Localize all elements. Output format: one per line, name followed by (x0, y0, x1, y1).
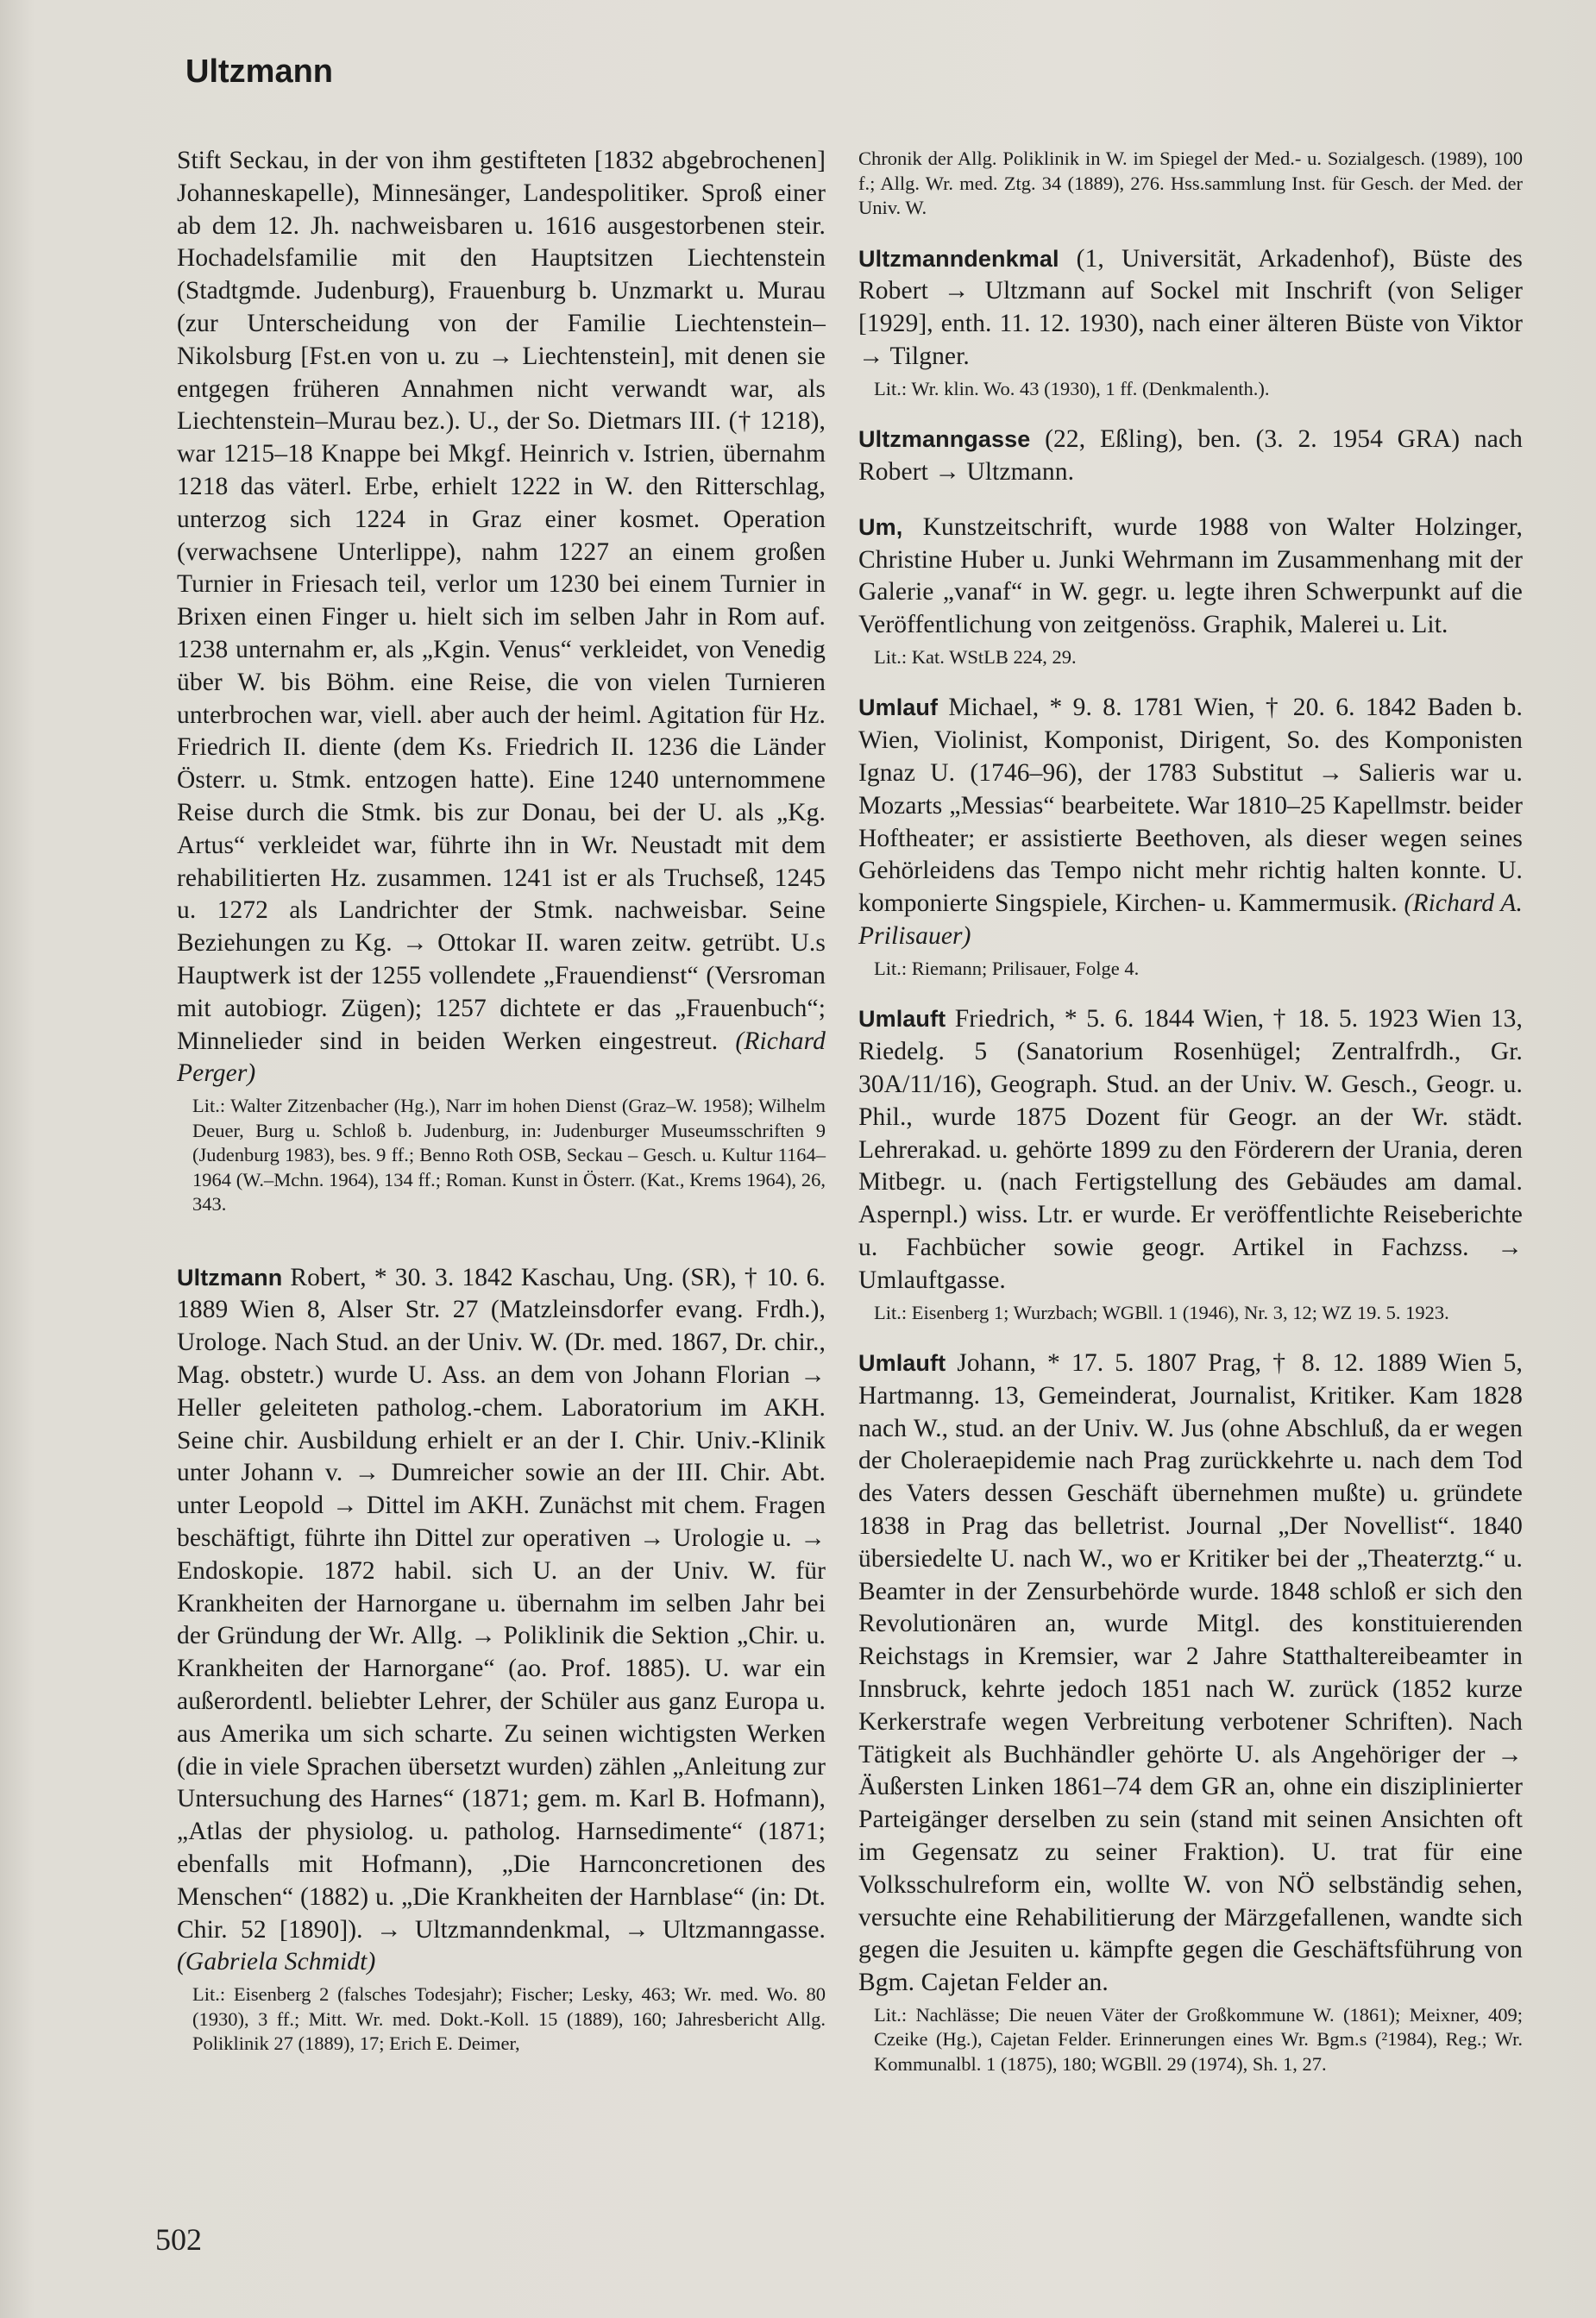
entry-denkmal-text (858, 243, 1523, 374)
entry-umlauft2-text (858, 1347, 1523, 2000)
entry-ultzmanngasse (858, 424, 1523, 489)
um-lit-text: Kat. WStLB 224, 29. (911, 645, 1077, 668)
lit-label: Lit.: (192, 1095, 226, 1117)
entry-ultzmann-text (177, 1262, 826, 1980)
continuation-lit-text: Walter Zitzenbacher (Hg.), Narr im hohen Dienst (Graz–W. 1958); Wilhelm Deuer, Burg u. Schloß b. Judenburg, in: Judenburger Museumsschriften 9 (Judenburg 1983), bes. 9 ff.; Benno Roth OSB, Seckau – Gesch. u. Kultur 1164–1964 (W.–Mchn. 1964), 134 ff.; Roman. Kunst in Österr. (Kat., Krems 1964), 26, 343. (192, 1095, 826, 1216)
umlauf-literature (858, 957, 1523, 982)
umlauft1-lit-text: Eisenberg 1; Wurzbach; WGBll. 1 (1946), Nr. 3, 12; WZ 19. 5. 1923. (911, 1301, 1449, 1323)
entry-gasse-text (858, 424, 1523, 489)
umlauf-author: (Richard A. Prilisauer) (858, 889, 1523, 951)
entry-ultzmann (177, 1262, 826, 2057)
entry-umlauft-johann (858, 1347, 1523, 2076)
ultzmann-literature-cont: Chronik der Allg. Poliklinik in W. im Spiegel der Med.- u. Sozialgesch. (1989), 100 f.; Allg. Wr. med. Ztg. 34 (1889), 276. Hss.sammlung Inst. für Gesch. der Med. der Univ. W. (858, 148, 1523, 218)
lit-label: Lit.: (874, 957, 908, 979)
entry-keyword: Ultzmann (177, 1264, 283, 1291)
entry-umlauf-text (858, 692, 1523, 952)
entry-continuation-text (177, 145, 826, 1090)
um-literature (858, 645, 1523, 670)
umlauft2-literature (858, 2003, 1523, 2077)
continuation-text: Stift Seckau, in der von ihm gestifteten [1832 abgebrochenen] Johanneskapelle), Minnesänger, Landespolitiker. Sproß einer ab dem 12. Jh. nachweisbaren u. 1616 ausgestorbenen steir. Hochadelsfamilie mit den Hauptsitzen Liechtenstein (Stadtgmde. Judenburg), Frauenburg b. Unzmarkt u. Murau (zur Unterscheidung von der Familie Liechtenstein–Nikolsburg [Fst.en von u. zu → Liechtenstein], mit denen sie entgegen früheren Annahmen nicht verwandt war, als Liechtenstein–Murau bez.). U., der So. Dietmars III. († 1218), war 1215–18 Knappe bei Mkgf. Heinrich v. Istrien, übernahm 1218 das väterl. Erbe, erhielt 1222 in W. den Ritterschlag, unterzog sich 1224 in Graz einer kosmet. Operation (verwachsene Unterlippe), nahm 1227 an einem großen Turnier in Friesach teil, verlor um 1230 bei einem Turnier in Brixen einen Finger u. hielt sich im selben Jahr in Rom auf. 1238 unternahm er, als „Kgin. Venus“ verkleidet, von Venedig über W. bis Böhm. eine Reise, die von vielen Turnieren unterbrochen war, viell. aber auch der heiml. Agitation für Hz. Friedrich II. diente (dem Ks. Friedrich II. 1236 die Länder Österr. u. Stmk. entzogen hatte). Eine 1240 unternommene Reise durch die Stmk. bis zur Donau, bei der U. als „Kg. Artus“ verkleidet war, führte ihn in Wr. Neustadt mit dem rehabilitierten Hz. zusammen. 1241 ist er als Truchseß, 1245 u. 1272 als Landrichter der Stmk. nachweisbar. Seine Beziehungen zu Kg. → Ottokar II. waren zeitw. getrübt. U.s Hauptwerk ist der 1255 vollendete „Frauendienst“ (Versroman mit autobiogr. Zügen); 1257 dichtete er das „Frauenbuch“; Minnelieder sind in beiden Werken eingestreut. (177, 147, 826, 1055)
lit-label: Lit.: (874, 377, 908, 399)
entry-keyword: Umlauf (858, 694, 939, 721)
entry-keyword: Um, (858, 513, 903, 540)
entry-umlauft-friedrich (858, 1003, 1523, 1325)
denkmal-literature (858, 377, 1523, 402)
left-column (177, 145, 826, 2057)
entry-um-text (858, 512, 1523, 642)
running-header: Ultzmann (185, 53, 333, 90)
ultzmann-author: (Gabriela Schmidt) (177, 1948, 376, 1976)
ultzmann-literature (177, 1982, 826, 2057)
lit-label: Lit.: (192, 1983, 226, 2006)
denkmal-body: (1, Universität, Arkadenhof), Büste des Robert → Ultzmann auf Sockel mit Inschrift (von Seliger [1929], enth. 11. 12. 1930), nach einer älteren Büste von Viktor → Tilgner. (858, 244, 1523, 370)
umlauft1-body: Friedrich, * 5. 6. 1844 Wien, † 18. 5. 1923 Wien 13, Riedelg. 5 (Sanatorium Rosenhügel; Zentralfrdh., Gr. 30A/11/16), Geograph. Stud. an der Univ. W. Gesch., Geogr. u. Phil., wurde 1875 Dozent für Geogr. an der Wr. städt. Lehrerakad. u. gehörte 1899 zu den Förderern der Urania, deren Mitbegr. u. (nach Fertigstellung des Gebäudes am damal. Aspernpl.) wiss. Ltr. er wurde. Er veröffentlichte Reiseberichte u. Fachbücher sowie geogr. Artikel in Fachzss. → Umlauftgasse. (858, 1005, 1524, 1294)
entry-umlauft1-text (858, 1003, 1523, 1297)
entry-um (858, 512, 1523, 670)
umlauft1-literature (858, 1301, 1523, 1326)
denkmal-lit-text: Wr. klin. Wo. 43 (1930), 1 ff. (Denkmalenth.). (911, 377, 1270, 399)
umlauf-lit-text: Riemann; Prilisauer, Folge 4. (911, 957, 1140, 979)
entry-keyword: Ultzmanndenkmal (858, 245, 1059, 272)
ultzmann-lit-text: Eisenberg 2 (falsches Todesjahr); Fischer; Lesky, 463; Wr. med. Wo. 80 (1930), 3 ff.; Mitt. Wr. med. Dokt.-Koll. 15 (1889), 160; Jahresbericht Allg. Poliklinik 27 (1889), 17; Erich E. Deimer, (192, 1983, 826, 2055)
ultzmann-body: Robert, * 30. 3. 1842 Kaschau, Ung. (SR), † 10. 6. 1889 Wien 8, Alser Str. 27 (Matzleinsdorfer evang. Frdh.), Urologe. Nach Stud. an der Univ. W. (Dr. med. 1867, Dr. chir., Mag. obstetr.) wurde U. Ass. an dem von Johann Florian → Heller geleiteten patholog.-chem. Laboratorium im AKH. Seine chir. Ausbildung erhielt er an der I. Chir. Univ.-Klinik unter Johann v. → Dumreicher sowie an der III. Chir. Abt. unter Leopold → Dittel im AKH. Zunächst mit chem. Fragen beschäftigt, führte ihn Dittel zur operativen → Urologie u. → Endoskopie. 1872 habil. sich U. an der Univ. W. für Krankheiten der Harnorgane u. übernahm im selben Jahr bei der Gründung der Wr. Allg. → Poliklinik die Sektion „Chir. u. Krankheiten der Harnorgane“ (ao. Prof. 1885). U. war ein außerordentl. beliebter Lehrer, der Schüler aus ganz Europa u. aus Amerika um sich scharte. Zu seinen wichtigsten Werken (die in viele Sprachen übersetzt wurden) zählen „Anleitung zur Untersuchung des Harnes“ (1871; gem. m. Karl B. Hofmann), „Atlas der physiolog. u. patholog. Harnsedimente“ (1871; ebenfalls mit Hofmann), „Die Harnconcretionen des Menschen“ (1882) u. „Die Krankheiten der Harnblase“ (in: Dt. Chir. 52 [1890]). → Ultzmanndenkmal, → Ultzmanngasse. (177, 1263, 826, 1944)
gasse-body: (22, Eßling), ben. (3. 2. 1954 GRA) nach Robert → Ultzmann. (858, 425, 1523, 486)
page-number: 502 (155, 2222, 202, 2257)
entry-keyword: Umlauft (858, 1350, 946, 1377)
entry-ultzmanndenkmal (858, 243, 1523, 402)
lit-label: Lit.: (874, 2003, 908, 2026)
continuation-literature (177, 1094, 826, 1217)
continuation-author: (Richard Perger) (177, 1027, 826, 1088)
entry-umlauf-michael (858, 692, 1523, 981)
umlauf-body: Michael, * 9. 8. 1781 Wien, † 20. 6. 1842 Baden b. Wien, Violinist, Komponist, Dirigent, So. des Komponisten Ignaz U. (1746–96), der 1783 Substitut → Salieris war u. Mozarts „Messias“ bearbeitete. War 1810–25 Kapellmstr. beider Hoftheater; er assistierte Beethoven, als dieser wegen seines Gehörleidens das Tempo nicht mehr richtig halten konnte. U. komponierte Singspiele, Kirchen- u. Kammermusik. (858, 694, 1523, 918)
umlauft2-body: Johann, * 17. 5. 1807 Prag, † 8. 12. 1889 Wien 5, Hartmanng. 13, Gemeinderat, Journalist, Kritiker. Kam 1828 nach W., stud. an der Univ. W. Jus (ohne Abschluß, da er wegen der Choleraepidemie nach Prag zurückkehrte u. nach dem Tod des Vaters dessen Geschäft übernehmen mußte) u. gründete 1838 in Prag das belletrist. Journal „Der Novellist“. 1840 übersiedelte U. nach W., wo er Kritiker bei der „Theaterztg.“ u. Beamter in der Zensurbehörde wurde. 1848 schloß er sich den Revolutionären an, wurde Mitgl. des konstituierenden Reichstags in Kremsier, war 2 Jahre Statthaltereibeamter in Innsbruck, kehrte jedoch 1851 nach W. zurück (1852 kurze Kerkerstrafe wegen Verbreitung verbotener Schriften). Nach Tätigkeit als Buchhändler gehörte U. als Angehöriger der → Äußersten Linken 1861–74 dem GR an, ohne ein disziplinierter Parteigänger derselben zu sein (stand mit seinen Ansichten oft im Gegensatz zu seiner Fraktion). U. trat für eine Volksschulreform ein, wollte W. von NÖ selbständig sehen, versuchte eine Rehabilitierung der Märzgefallenen, wandte sich gegen die Jesuiten u. kämpfte gegen die Geschäftsführung von Bgm. Cajetan Felder an. (858, 1349, 1523, 1997)
umlauft2-lit-text: Nachlässe; Die neuen Väter der Großkommune W. (1861); Meixner, 409; Czeike (Hg.), Cajetan Felder. Erinnerungen eines Wr. Bgm.s (²1984), Reg.; Wr. Kommunalbl. 1 (1875), 180; WGBll. 29 (1974), Sh. 1, 27. (874, 2003, 1524, 2075)
lit-label: Lit.: (874, 645, 908, 668)
entry-keyword: Ultzmanngasse (858, 426, 1031, 453)
entry-keyword: Umlauft (858, 1006, 946, 1033)
right-column (858, 147, 1523, 2076)
lit-label: Lit.: (874, 1301, 908, 1323)
um-body: Kunstzeitschrift, wurde 1988 von Walter Holzinger, Christine Huber u. Junki Wehrmann im Zusammenhang mit der Galerie „vanaf“ in W. gegr. u. legte ihren Schwerpunkt auf die Veröffentlichung von zeitgenöss. Graphik, Malerei u. Lit. (858, 512, 1523, 639)
